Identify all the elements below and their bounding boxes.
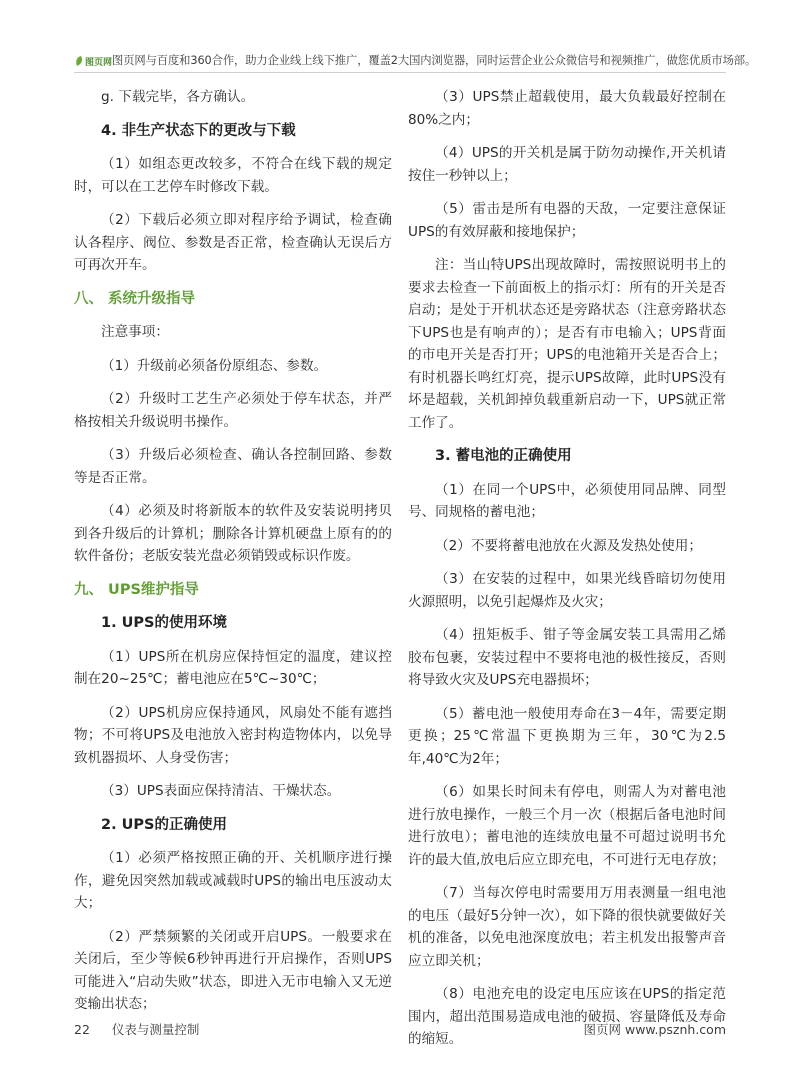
banner-divider <box>74 72 726 73</box>
paragraph: （1）必须严格按照正确的开、关机顺序进行操作，避免因突然加载或减载时UPS的输出电压波动太大； <box>74 850 392 911</box>
paragraph: g. 下载完毕，各方确认。 <box>101 89 255 105</box>
paragraph: （8）电池充电的设定电压应该在UPS的指定范围内，超出范围易造成电池的破损、容量降低及寿命的缩短。 <box>408 986 726 1047</box>
paragraph: （5）雷击是所有电器的天敌，一定要注意保证UPS的有效屏蔽和接地保护； <box>408 201 726 240</box>
paragraph: （4）扭矩板手、钳子等金属安装工具需用乙烯胶布包裹，安装过程中不要将电池的极性接反，否则将导致火灾及UPS充电器损坏； <box>408 627 726 688</box>
paragraph: （2）不要将蓄电池放在火源及发热处使用； <box>435 537 702 554</box>
paragraph: （3）在安装的过程中，如果光线昏暗切勿使用火源照明，以免引起爆炸及火灾； <box>408 571 726 610</box>
footer-left <box>74 1020 199 1038</box>
paragraph: 注意事项： <box>101 324 169 340</box>
paragraph: （1）在同一个UPS中，必须使用同品牌、同型号、同规格的蓄电池； <box>408 481 726 520</box>
journal-name: 仪表与测量控制 <box>111 1022 200 1037</box>
site-logo <box>74 55 112 67</box>
footer-site: 图页网 www.psznh.com <box>583 1022 726 1037</box>
page-number: 22 <box>74 1022 90 1037</box>
paragraph: （2）UPS机房应保持通风，风扇处不能有遮挡物；不可将UPS及电池放入密封构造物体内，以免导致机器损坏、人身受伤害； <box>74 704 392 766</box>
subsection-heading: 4. 非生产状态下的更改与下载 <box>101 122 296 139</box>
paragraph: （1）UPS所在机房应保持恒定的温度，建议控制在20~25℃；蓄电池应在5℃~30℃； <box>74 648 392 687</box>
subsection-heading: 2. UPS的正确使用 <box>101 816 227 833</box>
section-heading: 九、 UPS维护指导 <box>74 581 199 598</box>
subsection-heading: 3. 蓄电池的正确使用 <box>435 448 572 464</box>
paragraph: （1）如组态更改较多，不符合在线下载的规定时，可以在工艺停车时修改下载。 <box>74 156 392 195</box>
paragraph: （3）升级后必须检查、确认各控制回路、参数等是否正常。 <box>74 447 392 486</box>
section-heading: 八、 系统升级指导 <box>74 290 196 307</box>
paragraph: （2）下载后必须立即对程序给予调试，检查确认各程序、阀位、参数是否正常，检查确认无误后方可再次开车。 <box>74 212 392 273</box>
left-column <box>74 86 392 1027</box>
subsection-heading: 1. UPS的使用环境 <box>101 615 227 631</box>
paragraph: （5）蓄电池一般使用寿命在3－4年，需要定期更换；25℃常温下更换期为三年，30℃为2.5年,40℃为2年； <box>408 705 726 767</box>
paragraph: （3）UPS禁止超载使用，最大负载最好控制在80%之内； <box>408 89 726 128</box>
paragraph: （7）当每次停电时需要用万用表测量一组电池的电压（最好5分钟一次），如下降的很快就要做好关机的准备，以免电池深度放电；若主机发出报警声音应立即关机； <box>408 885 726 969</box>
paragraph: （2）升级时工艺生产必须处于停车状态，并严格按相关升级说明书操作。 <box>74 391 392 430</box>
svg-text:图页网: 图页网 <box>85 57 112 67</box>
paragraph: （4）必须及时将新版本的软件及安装说明拷贝到各升级后的计算机；删除各计算机硬盘上原有的的软件备份；老版安装光盘必须销毁或标识作废。 <box>74 503 392 564</box>
paragraph: （2）严禁频繁的关闭或开启UPS。一般要求在关闭后，至少等候6秒钟再进行开启操作，否则UPS可能进入“启动失败”状态，即进入无市电输入又无逆变输出状态； <box>74 928 392 1012</box>
page-banner <box>0 0 800 75</box>
banner-text: 图页网与百度和360合作，助力企业线上线下推广，覆盖2大国内浏览器，同时运营企业公众微信号和视频推广，做您优质市场部。 <box>112 54 757 67</box>
paragraph: （3）UPS表面应保持清洁、干燥状态。 <box>101 783 341 799</box>
note-paragraph: 注：当山特UPS出现故障时，需按照说明书上的要求去检查一下前面板上的指示灯：所有的开关是否启动；是处于开机状态还是旁路状态（注意旁路状态下UPS也是有响声的）；是否有市电输入；UPS背面的市电开关是否打开；UPS的电池箱开关是否合上；有时机器长鸣红灯亮，提示UPS故障，此时UPS没有坏是超载，关机卸掉负载重新启动一下，UPS就正常工作了。 <box>408 257 726 431</box>
paragraph: （1）升级前必须备份原组态、参数。 <box>101 357 328 374</box>
paragraph: （4）UPS的开关机是属于防勿动操作,开关机请按住一秒钟以上； <box>408 145 726 184</box>
right-column <box>408 86 726 1062</box>
paragraph: （6）如果长时间未有停电，则需人为对蓄电池进行放电操作，一般三个月一次（根据后备电池时间进行放电）；蓄电池的连续放电量不可超过说明书允许的最大值,放电后应立即充电，不可进行无电存放； <box>408 784 726 868</box>
